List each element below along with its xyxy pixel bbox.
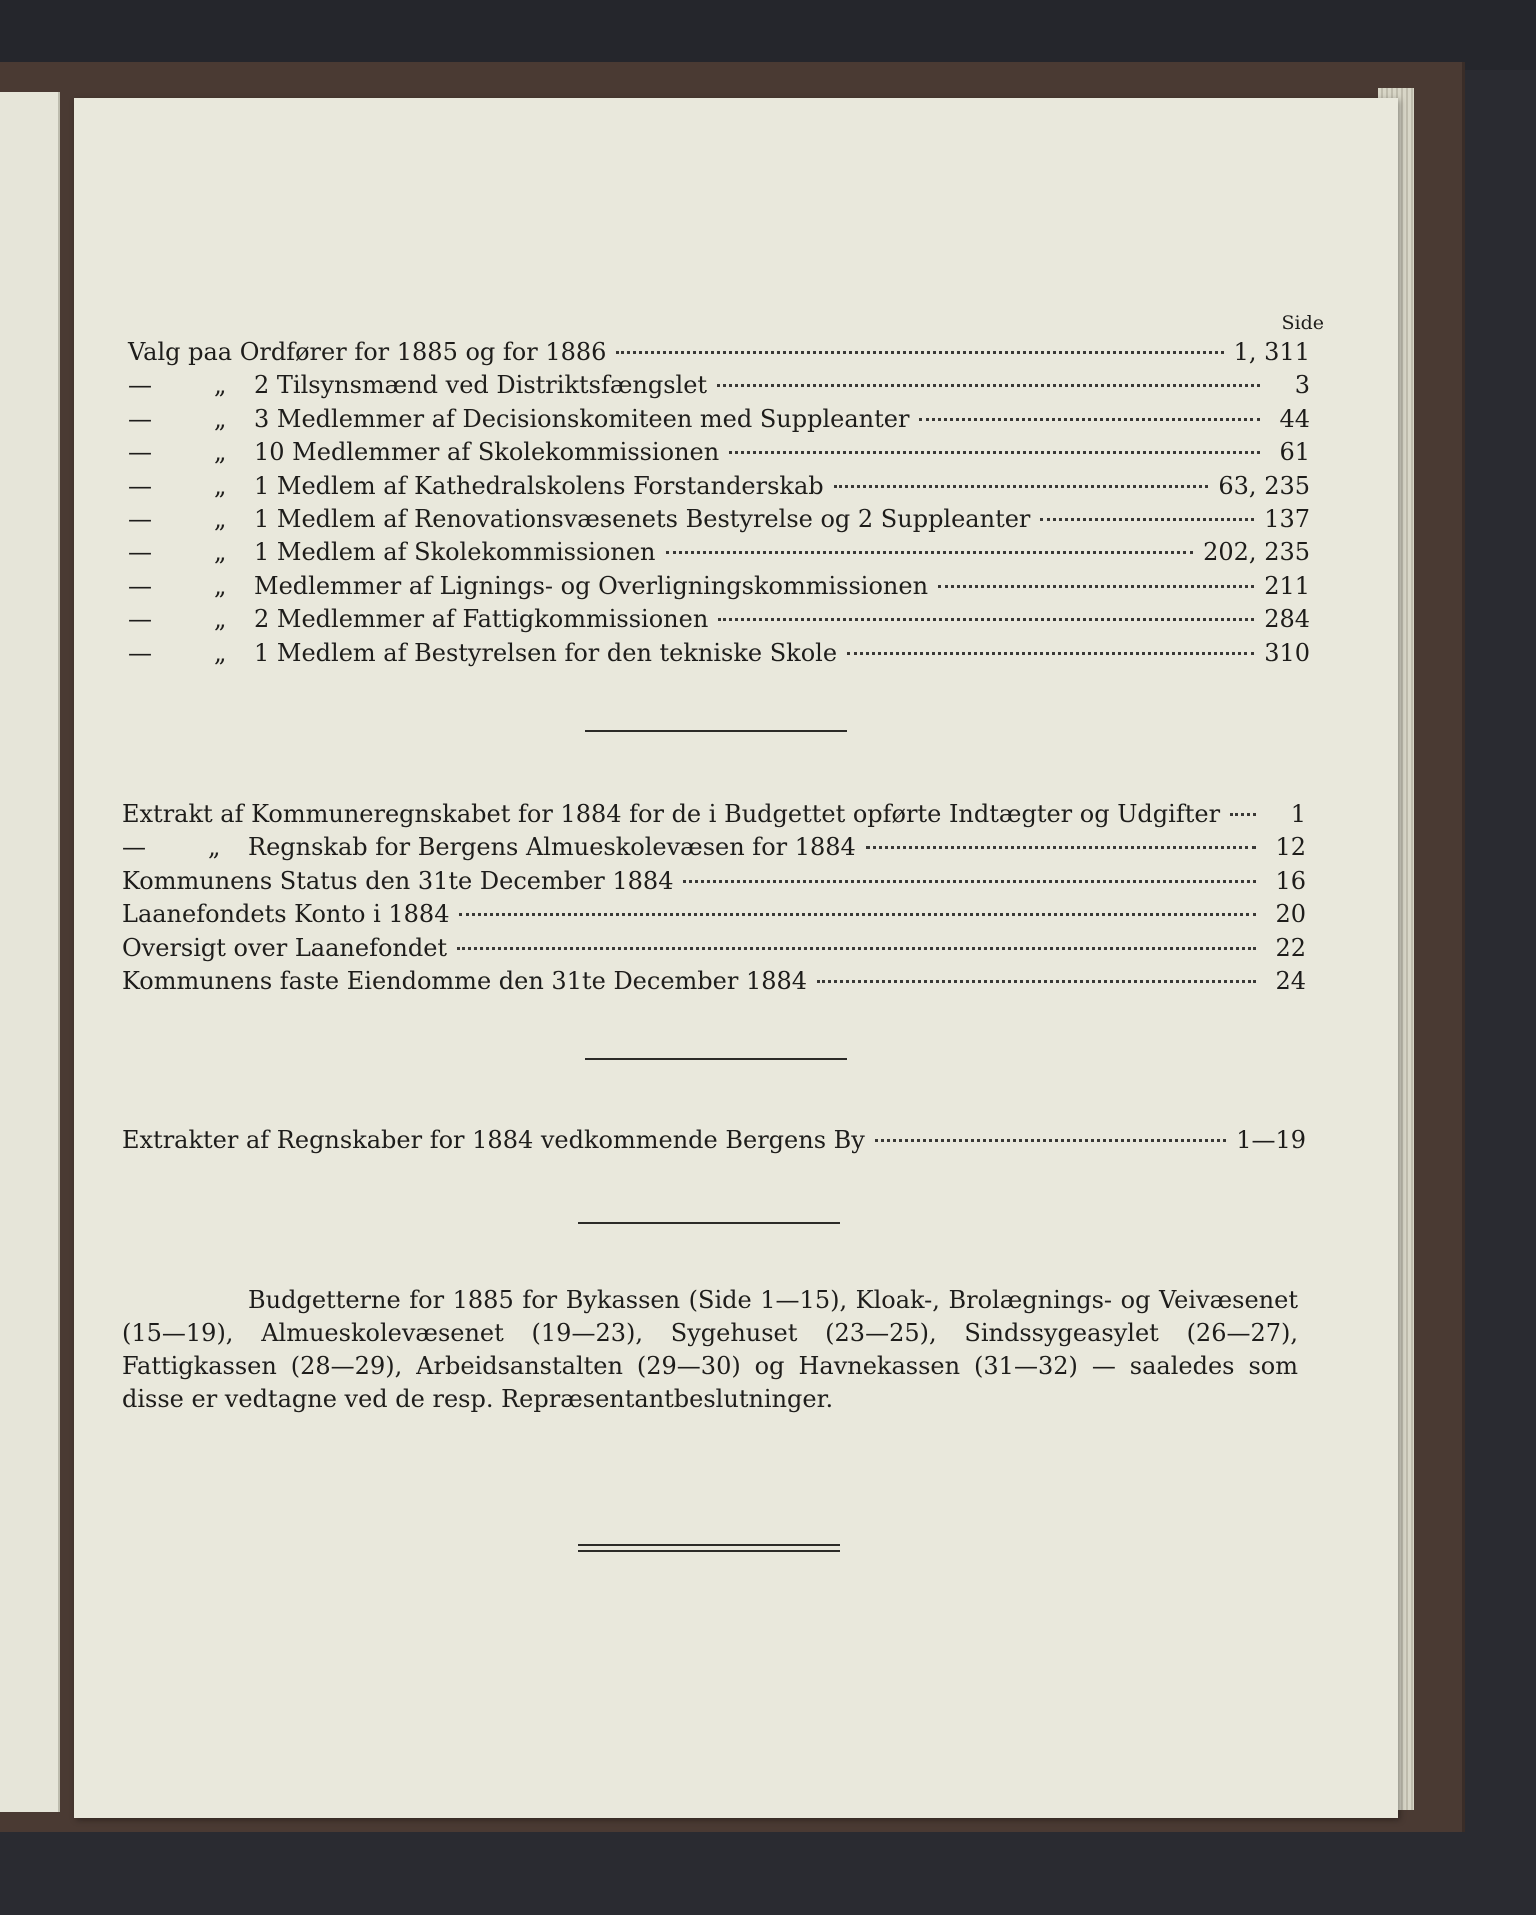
document-page (74, 98, 1398, 1818)
repeat-dash: — (128, 538, 152, 567)
toc-entry-text: Extrakt af Kommuneregnskabet for 1884 for de i Budgettet opførte Indtægter og Udgifter (122, 800, 1221, 828)
toc-entry-text: 2 Medlemmer af Fattigkommissionen (254, 605, 709, 634)
ditto-mark: „ (214, 371, 227, 400)
repeat-dash: — (128, 438, 152, 467)
ditto-mark: „ (214, 438, 227, 467)
ditto-mark: „ (214, 471, 227, 500)
repeat-dash: — (128, 571, 152, 600)
toc-entry-text: 1 Medlem af Bestyrelsen for den tekniske Skole (254, 638, 838, 667)
toc-entry-text: 2 Tilsynsmænd ved Distriktsfængslet (254, 371, 708, 400)
toc-entry (122, 967, 1306, 999)
toc-page-number: 24 (1275, 967, 1306, 995)
toc-entry-text: 1 Medlem af Skolekommissionen (254, 538, 656, 567)
repeat-dash: — (128, 638, 152, 667)
toc-entry (122, 1126, 1306, 1158)
left-page-edge (0, 92, 60, 1812)
toc-page-number: 202, 235 (1203, 538, 1310, 567)
toc-entry-text: Regnskab for Bergens Almueskolevæsen for 1884 (248, 833, 856, 862)
toc-entry (122, 833, 1306, 865)
toc-page-number: 63, 235 (1218, 471, 1310, 500)
ditto-mark: „ (214, 538, 227, 567)
toc-entry-text: Oversigt over Laanefondet (122, 933, 448, 962)
section-divider (585, 1058, 847, 1060)
toc-entry-text: Laanefondets Konto i 1884 (122, 900, 450, 929)
toc-entry-text: Kommunens Status den 31te December 1884 (122, 866, 674, 895)
dot-leader (919, 418, 1260, 421)
toc-entry (128, 338, 1310, 370)
budget-paragraph (122, 1284, 1298, 1416)
toc-entry-label (128, 371, 707, 399)
toc-entry-label (122, 967, 807, 995)
dot-leader (938, 585, 1254, 588)
dot-leader (666, 551, 1194, 554)
toc-page-number: 1, 311 (1233, 338, 1310, 366)
toc-entry-text: Kommunens faste Eiendomme den 31te December 1884 (122, 967, 808, 995)
dot-leader (457, 947, 1256, 950)
toc-page-number: 61 (1279, 438, 1310, 467)
toc-entry (128, 505, 1310, 537)
toc-entry (128, 572, 1310, 604)
toc-entry (128, 605, 1310, 637)
section-divider (585, 730, 847, 732)
toc-page-number: 1 (1290, 800, 1306, 828)
toc-page-number: 12 (1275, 833, 1306, 862)
toc-entry-text: Extrakter af Regnskaber for 1884 vedkommende Bergens By (122, 1126, 865, 1154)
toc-entry (122, 934, 1306, 966)
toc-entry (128, 438, 1310, 470)
ditto-mark: „ (214, 638, 227, 667)
toc-page-number: 3 (1294, 371, 1310, 400)
background (0, 0, 1536, 70)
dot-leader (717, 384, 1260, 387)
toc-entry (128, 639, 1310, 671)
toc-entry-text: Valg paa Ordfører for 1885 og for 1886 (128, 338, 607, 366)
side-column-header: Side (1281, 312, 1324, 334)
toc-page-number: 20 (1275, 900, 1306, 929)
dot-leader (459, 913, 1256, 916)
toc-entry-text: 1 Medlem af Kathedralskolens Forstanderskab (254, 471, 824, 500)
toc-page-number: 137 (1264, 505, 1310, 533)
toc-entry-label (122, 800, 1220, 828)
toc-entry-text: 10 Medlemmer af Skolekommissionen (254, 438, 720, 467)
dot-leader (729, 451, 1260, 454)
toc-entry-label (122, 900, 449, 928)
toc-entry-label (128, 639, 837, 667)
repeat-dash: — (122, 833, 146, 862)
toc-page-number: 16 (1275, 866, 1306, 895)
dot-leader (866, 846, 1256, 849)
repeat-dash: — (128, 404, 152, 433)
dot-leader (847, 652, 1254, 655)
dot-leader (1230, 813, 1256, 816)
dot-leader (718, 618, 1254, 621)
toc-entry-label (128, 572, 928, 600)
toc-entry-label (122, 934, 447, 962)
repeat-dash: — (128, 605, 152, 634)
toc-entry-label (122, 833, 856, 861)
toc-entry-label (128, 605, 708, 633)
repeat-dash: — (128, 371, 152, 400)
toc-entry-label (128, 505, 1030, 533)
toc-page-number: 22 (1275, 933, 1306, 962)
toc-entry-label (122, 1126, 865, 1154)
toc-page-number: 211 (1264, 571, 1310, 600)
toc-entry-label (122, 867, 673, 895)
ditto-mark: „ (214, 571, 227, 600)
repeat-dash: — (128, 505, 152, 533)
closing-double-rule (578, 1544, 840, 1552)
ditto-mark: „ (214, 605, 227, 634)
toc-page-number: 44 (1279, 404, 1310, 433)
toc-page-number: 1—19 (1236, 1126, 1306, 1154)
dot-leader (834, 485, 1209, 488)
repeat-dash: — (128, 471, 152, 500)
budget-paragraph-text: Budgetterne for 1885 for Bykassen (Side 1—15), Kloak-, Brolægnings- og Veivæsenet (15—19), Almueskolevæsenet (19—23), Sygehuset (23—25), Sindssygeasylet (26—27), Fattigkassen (28—29), Arbeidsanstalten (29—30) og Havnekassen (31—32) — saaledes som disse er vedtagne ved de resp. Repræsentantbeslutninger. (122, 1286, 1298, 1413)
toc-entry-text: Medlemmer af Lignings- og Overligningskommissionen (254, 571, 929, 600)
toc-entry-label (128, 438, 719, 466)
toc-entry (122, 800, 1306, 832)
dot-leader (875, 1139, 1226, 1142)
toc-entry-text: 1 Medlem af Renovationsvæsenets Bestyrelse og 2 Suppleanter (254, 505, 1031, 533)
dot-leader (616, 351, 1223, 354)
toc-page-number: 284 (1264, 605, 1310, 634)
ditto-mark: „ (214, 505, 227, 533)
toc-page-number: 310 (1264, 638, 1310, 667)
ditto-mark: „ (214, 404, 227, 433)
dot-leader (1040, 518, 1254, 521)
dot-leader (817, 980, 1256, 983)
toc-entry-text: 3 Medlemmer af Decisionskomiteen med Suppleanter (254, 404, 910, 433)
toc-entry-label (128, 472, 824, 500)
section-divider (578, 1222, 840, 1224)
toc-entry (128, 472, 1310, 504)
ditto-mark: „ (208, 833, 221, 862)
toc-entry-label (128, 405, 909, 433)
toc-entry (128, 538, 1310, 570)
toc-entry (128, 371, 1310, 403)
toc-entry-label (128, 538, 656, 566)
toc-entry (122, 900, 1306, 932)
toc-entry-label (128, 338, 606, 366)
toc-entry (122, 867, 1306, 899)
dot-leader (683, 880, 1256, 883)
toc-entry (128, 405, 1310, 437)
